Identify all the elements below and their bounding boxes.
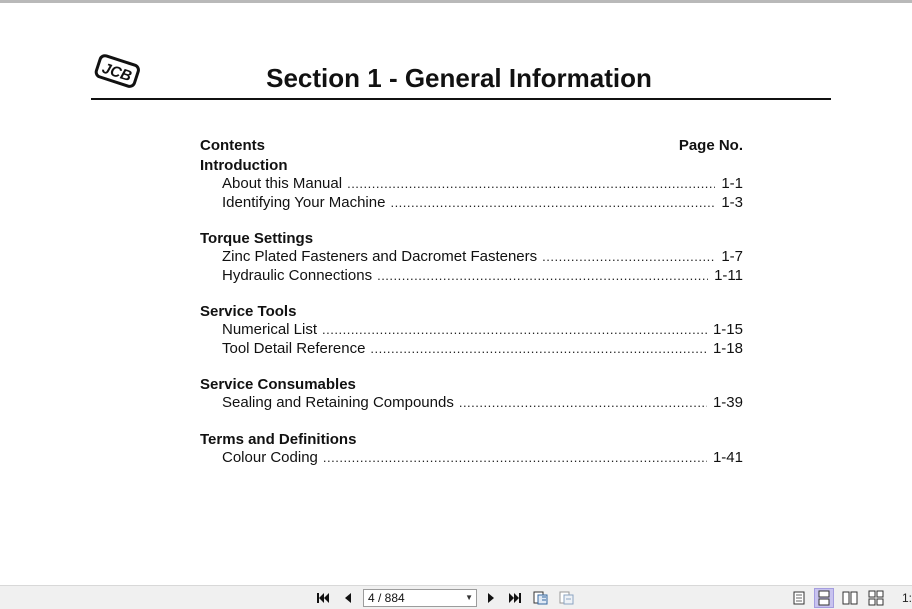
table-of-contents bbox=[200, 136, 743, 467]
section-heading: Terms and Definitions bbox=[200, 430, 357, 448]
leader-dots bbox=[377, 267, 708, 286]
toc-entry bbox=[200, 175, 743, 194]
facing-pages-icon bbox=[842, 591, 858, 605]
single-page-view-button[interactable] bbox=[791, 591, 807, 605]
page-number-select[interactable] bbox=[363, 589, 477, 607]
entry-label: Sealing and Retaining Compounds bbox=[222, 394, 454, 411]
leader-dots bbox=[542, 248, 715, 267]
bottom-toolbar bbox=[0, 585, 912, 609]
toc-entry bbox=[200, 248, 743, 267]
entry-page: 1-3 bbox=[721, 193, 743, 211]
section-heading: Torque Settings bbox=[200, 230, 314, 247]
leader-dots bbox=[370, 340, 707, 359]
section-gap bbox=[200, 212, 743, 229]
next-icon bbox=[486, 592, 496, 604]
last-page-button[interactable] bbox=[507, 591, 523, 605]
leader-dots bbox=[323, 449, 707, 468]
previous-view-icon bbox=[533, 591, 549, 605]
page-indicator: 4 / 884 bbox=[368, 591, 405, 605]
section-heading: Introduction bbox=[200, 157, 288, 174]
entry-label: Hydraulic Connections bbox=[222, 266, 373, 284]
title-rule bbox=[91, 98, 831, 100]
toc-entry bbox=[200, 340, 743, 359]
go-back-view-button[interactable] bbox=[533, 591, 549, 605]
toc-header bbox=[200, 136, 743, 156]
leader-dots bbox=[390, 194, 715, 213]
svg-text:JCB: JCB bbox=[99, 59, 134, 86]
facing-view-button[interactable] bbox=[842, 591, 858, 605]
entry-page: 1-15 bbox=[712, 321, 743, 338]
leader-dots bbox=[322, 321, 707, 340]
entry-page: 1-11 bbox=[714, 266, 743, 284]
contents-label: Contents bbox=[200, 137, 265, 154]
entry-label: Tool Detail Reference bbox=[222, 339, 366, 357]
first-page-button[interactable] bbox=[315, 591, 331, 605]
entry-page: 1-39 bbox=[712, 394, 743, 411]
section-gap bbox=[200, 285, 743, 302]
entry-page: 1-7 bbox=[721, 248, 743, 265]
page-no-label: Page No. bbox=[678, 137, 743, 154]
section-gap bbox=[200, 413, 743, 430]
entry-label: Numerical List bbox=[222, 321, 318, 338]
page-title: Section 1 - General Information bbox=[266, 63, 652, 93]
entry-page: 1-41 bbox=[712, 448, 743, 466]
section-heading: Service Consumables bbox=[200, 376, 356, 393]
leader-dots bbox=[347, 175, 715, 194]
entry-page: 1-1 bbox=[721, 175, 743, 192]
entry-label: About this Manual bbox=[222, 175, 343, 192]
toc-entry bbox=[200, 394, 743, 413]
section-heading: Service Tools bbox=[200, 303, 297, 320]
document-page bbox=[0, 3, 912, 588]
skip-last-icon bbox=[508, 592, 522, 604]
entry-label: Zinc Plated Fasteners and Dacromet Fasteners bbox=[222, 248, 538, 265]
toc-entry bbox=[200, 194, 743, 213]
section-gap bbox=[200, 358, 743, 375]
entry-label: Colour Coding bbox=[222, 448, 318, 466]
toc-entry bbox=[200, 449, 743, 468]
next-view-icon bbox=[559, 591, 575, 605]
continuous-view-button[interactable] bbox=[814, 588, 834, 608]
continuous-facing-view-button[interactable] bbox=[868, 591, 884, 605]
single-page-icon bbox=[793, 591, 805, 605]
continuous-facing-icon bbox=[868, 590, 884, 606]
leader-dots bbox=[459, 394, 707, 413]
entry-page: 1-18 bbox=[712, 339, 743, 357]
zoom-readout[interactable]: 1: bbox=[902, 591, 912, 605]
toc-entry bbox=[200, 321, 743, 340]
chevron-down-icon: ▼ bbox=[465, 593, 473, 602]
continuous-page-icon bbox=[818, 590, 830, 606]
toc-entry bbox=[200, 267, 743, 286]
next-page-button[interactable] bbox=[483, 591, 499, 605]
go-forward-view-button[interactable] bbox=[559, 591, 575, 605]
entry-label: Identifying Your Machine bbox=[222, 193, 386, 211]
skip-first-icon bbox=[316, 592, 330, 604]
prev-icon bbox=[343, 592, 353, 604]
prev-page-button[interactable] bbox=[340, 591, 356, 605]
